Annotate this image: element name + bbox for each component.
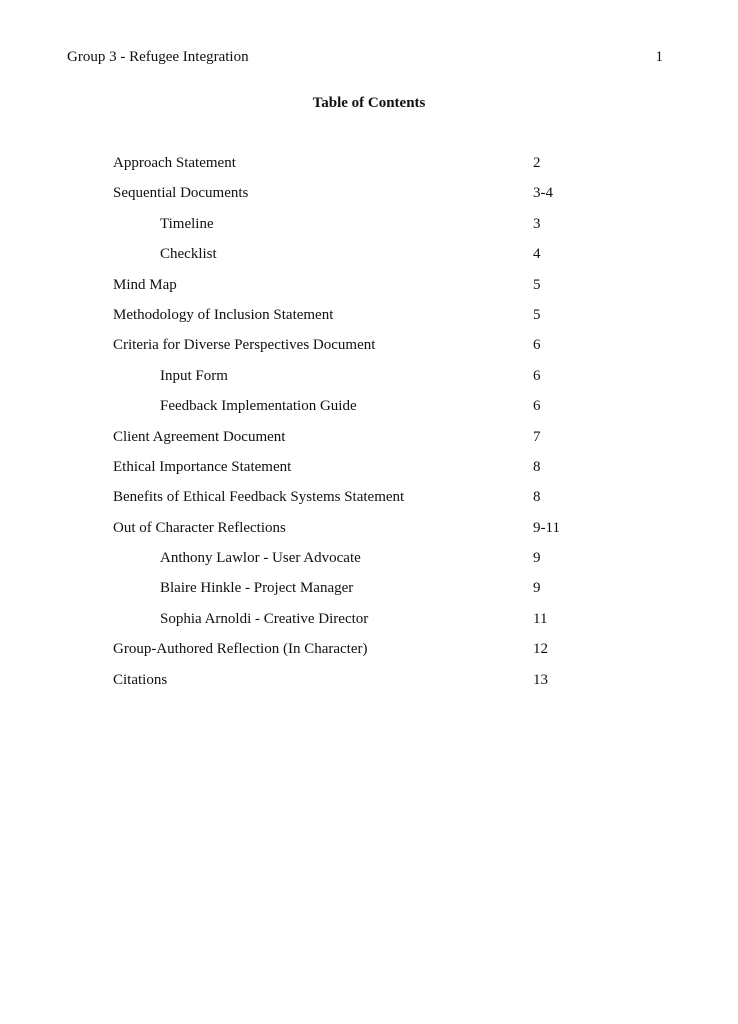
toc-entry-label: Approach Statement (113, 155, 236, 171)
toc-entry-page: 6 (533, 367, 541, 384)
toc-entry-label: Benefits of Ethical Feedback Systems Statement (113, 489, 405, 506)
toc-entry-mind-map (113, 275, 593, 305)
toc-entry-sequential-documents (113, 183, 593, 213)
toc-entry-sophia-arnoldi (113, 609, 593, 639)
toc-entry-page: 7 (533, 428, 541, 445)
toc-entry-page: 3 (533, 215, 541, 232)
toc-entry-label: Mind Map (113, 276, 177, 293)
toc-entry-approach-statement (113, 153, 593, 183)
table-of-contents (113, 153, 593, 700)
toc-entry-label: Input Form (160, 367, 228, 384)
toc-entry-feedback-implementation-guide (113, 396, 593, 426)
toc-entry-label: Methodology of Inclusion Statement (113, 306, 334, 323)
toc-entry-timeline (113, 214, 593, 244)
toc-entry-page: 8 (533, 458, 541, 475)
toc-title: Table of Contents (312, 95, 426, 111)
toc-entry-page: 5 (533, 276, 541, 293)
toc-entry-page: 9-11 (533, 519, 560, 536)
toc-entry-label: Group-Authored Reflection (In Character) (113, 641, 368, 658)
toc-entry-page: 13 (533, 671, 548, 688)
toc-entry-label: Citations (113, 671, 168, 688)
toc-entry-group-authored-reflection (113, 639, 593, 669)
toc-entry-label: Ethical Importance Statement (113, 458, 292, 475)
running-head: Group 3 - Refugee Integration (67, 49, 249, 65)
toc-entry-checklist (113, 244, 593, 274)
toc-entry-ethical-importance (113, 457, 593, 487)
toc-entry-page: 12 (533, 641, 548, 658)
toc-entry-input-form (113, 366, 593, 396)
toc-entry-label: Checklist (160, 246, 217, 263)
toc-entry-label: Timeline (160, 215, 214, 232)
toc-entry-methodology-of-inclusion (113, 305, 593, 335)
toc-entry-label: Out of Character Reflections (113, 519, 286, 536)
toc-entry-benefits-ethical-feedback (113, 487, 593, 517)
toc-entry-page: 3-4 (533, 185, 553, 202)
toc-entry-label: Feedback Implementation Guide (160, 398, 357, 415)
toc-entry-label: Sophia Arnoldi - Creative Director (160, 610, 369, 627)
toc-entry-label: Client Agreement Document (113, 428, 286, 445)
toc-entry-label: Sequential Documents (113, 185, 249, 202)
toc-entry-anthony-lawlor (113, 548, 593, 578)
toc-entry-client-agreement (113, 427, 593, 457)
toc-entry-page: 11 (533, 610, 548, 627)
toc-entry-page: 5 (533, 306, 541, 323)
toc-entry-label: Blaire Hinkle - Project Manager (160, 580, 354, 597)
page-number: 1 (655, 49, 663, 65)
toc-entry-page: 6 (533, 398, 541, 415)
toc-entry-criteria-diverse-perspectives (113, 335, 593, 365)
toc-entry-citations (113, 670, 593, 700)
toc-entry-label: Anthony Lawlor - User Advocate (160, 550, 361, 567)
toc-entry-page: 9 (533, 550, 541, 567)
toc-entry-page: 2 (533, 155, 541, 171)
toc-entry-page: 4 (533, 246, 541, 263)
toc-entry-page: 9 (533, 580, 541, 597)
toc-entry-blaire-hinkle (113, 578, 593, 608)
toc-entry-out-of-character-reflections (113, 518, 593, 548)
toc-entry-label: Criteria for Diverse Perspectives Document (113, 337, 376, 354)
toc-entry-page: 6 (533, 337, 541, 354)
toc-entry-page: 8 (533, 489, 541, 506)
